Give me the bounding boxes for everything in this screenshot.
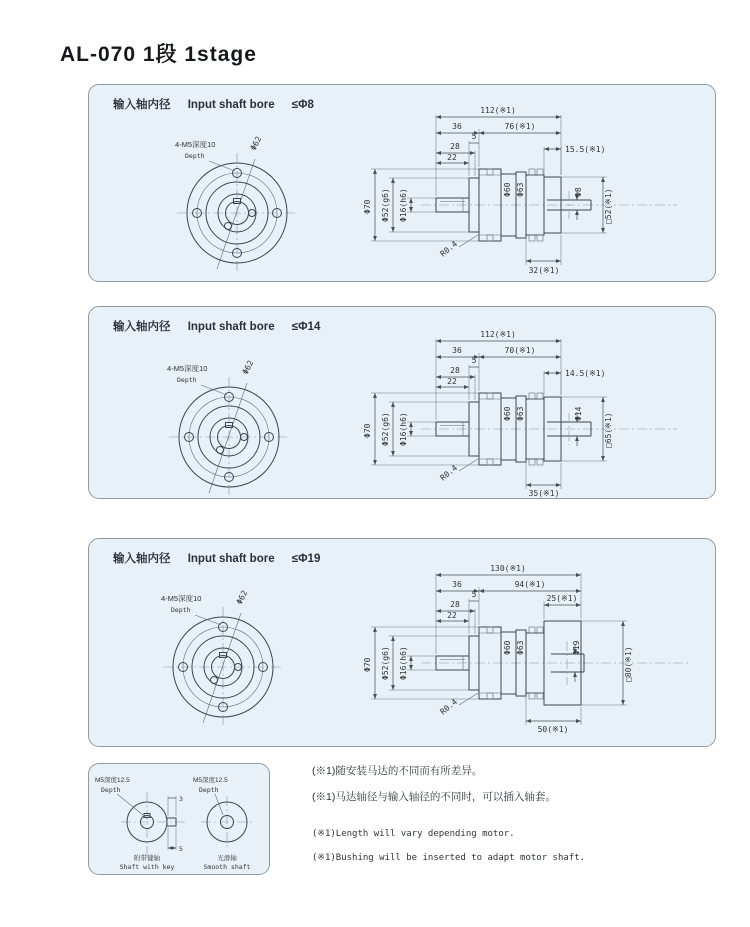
front-view bbox=[167, 359, 289, 497]
dim-28: 28 bbox=[450, 366, 460, 375]
label-bore: Φ19 bbox=[572, 640, 581, 655]
side-view bbox=[363, 106, 677, 275]
shaft-types-drawing bbox=[89, 764, 269, 874]
label-dia63: Φ63 bbox=[516, 182, 525, 197]
label-r: R0.4 bbox=[438, 697, 460, 717]
panel-header bbox=[113, 550, 334, 566]
label-dia70: Φ70 bbox=[363, 199, 372, 214]
front-tap-label: 4-M5深度10 bbox=[175, 140, 216, 149]
header-en: Input shaft bore bbox=[187, 99, 275, 111]
label-r: R0.4 bbox=[438, 239, 460, 259]
dim-22: 22 bbox=[447, 377, 457, 386]
front-pcd-label: Φ62 bbox=[234, 588, 250, 606]
key-dim-b: 5 bbox=[179, 845, 183, 853]
depth-label-left: Depth bbox=[101, 786, 121, 794]
dim-right: 76(※1) bbox=[504, 122, 536, 131]
label-square: □80(※1) bbox=[624, 646, 633, 682]
dim-total: 130(※1) bbox=[490, 564, 526, 573]
dim-22: 22 bbox=[447, 153, 457, 162]
panel-bore-8 bbox=[88, 84, 716, 282]
header-en: Input shaft bore bbox=[187, 321, 275, 333]
label-r: R0.4 bbox=[438, 463, 460, 483]
dim-right: 70(※1) bbox=[504, 346, 536, 355]
label-dia63: Φ63 bbox=[516, 406, 525, 421]
shaft-with-key-view bbox=[95, 775, 187, 871]
front-view bbox=[175, 135, 297, 273]
dim-5: 5 bbox=[471, 356, 477, 365]
header-en: Input shaft bore bbox=[187, 553, 275, 565]
caption-cn-right: 光滑轴 bbox=[217, 855, 237, 862]
dim-adapter: 15.5(※1) bbox=[565, 145, 606, 154]
label-dia16: Φ16(h6) bbox=[399, 646, 408, 680]
front-tap-label: 4-M5深度10 bbox=[167, 364, 208, 373]
panel-bore-14 bbox=[88, 306, 716, 499]
dim-total: 112(※1) bbox=[480, 106, 516, 115]
panel-header bbox=[113, 318, 334, 334]
label-dia60: Φ60 bbox=[503, 640, 512, 655]
side-view bbox=[363, 330, 677, 498]
page-title: AL-070 1段 1stage bbox=[60, 43, 257, 66]
dim-28: 28 bbox=[450, 600, 460, 609]
dim-36: 36 bbox=[452, 346, 462, 355]
dim-total: 112(※1) bbox=[480, 330, 516, 339]
dim-bottom: 32(※1) bbox=[528, 266, 560, 275]
dim-5: 5 bbox=[471, 590, 477, 599]
label-dia70: Φ70 bbox=[363, 423, 372, 438]
smooth-shaft-view bbox=[193, 775, 253, 871]
label-dia63: Φ63 bbox=[516, 640, 525, 655]
label-bore: Φ14 bbox=[574, 406, 583, 421]
label-square: □52(※1) bbox=[604, 188, 613, 224]
label-dia60: Φ60 bbox=[503, 182, 512, 197]
panel-header bbox=[113, 96, 328, 112]
dim-right: 94(※1) bbox=[514, 580, 546, 589]
caption-cn-left: 附带键轴 bbox=[134, 855, 160, 862]
panel-bore-19 bbox=[88, 538, 716, 747]
note-en-1: (※1)Length will vary depending motor. bbox=[312, 829, 515, 839]
label-dia16: Φ16(h6) bbox=[399, 188, 408, 222]
dim-36: 36 bbox=[452, 122, 462, 131]
label-dia52: Φ52(g6) bbox=[381, 646, 390, 680]
label-dia60: Φ60 bbox=[503, 406, 512, 421]
depth-label-right: Depth bbox=[199, 786, 219, 794]
front-pcd-label: Φ62 bbox=[240, 358, 256, 376]
technical-drawing-bore-8 bbox=[89, 85, 715, 281]
header-cn: 输入轴内径 bbox=[113, 553, 171, 565]
front-depth-label: Depth bbox=[177, 376, 197, 384]
dim-adapter: 14.5(※1) bbox=[565, 369, 606, 378]
label-dia52: Φ52(g6) bbox=[381, 188, 390, 222]
dim-5: 5 bbox=[471, 132, 477, 141]
side-view bbox=[363, 564, 689, 734]
note-en-2: (※1)Bushing will be inserted to adapt motor shaft. bbox=[312, 853, 586, 863]
label-dia70: Φ70 bbox=[363, 657, 372, 672]
front-depth-label: Depth bbox=[171, 606, 191, 614]
dim-adapter: 25(※1) bbox=[546, 594, 578, 603]
header-cn: 输入轴内径 bbox=[113, 321, 171, 333]
dim-22: 22 bbox=[447, 611, 457, 620]
caption-en-right: Smooth shaft bbox=[203, 863, 251, 871]
dim-36: 36 bbox=[452, 580, 462, 589]
technical-drawing-bore-19 bbox=[89, 539, 715, 746]
note-cn-2: (※1)马达轴径与输入轴径的不同时，可以插入轴套。 bbox=[312, 791, 556, 803]
caption-en-left: Shaft with key bbox=[119, 863, 175, 871]
dim-28: 28 bbox=[450, 142, 460, 151]
header-limit: ≤Φ8 bbox=[291, 99, 314, 111]
dim-bottom: 50(※1) bbox=[537, 725, 569, 734]
header-limit: ≤Φ19 bbox=[291, 553, 321, 565]
tap-label-right: M5深度12.5 bbox=[193, 777, 228, 784]
key-dim-a: 3 bbox=[179, 795, 183, 803]
header-limit: ≤Φ14 bbox=[291, 321, 321, 333]
label-dia52: Φ52(g6) bbox=[381, 412, 390, 446]
front-pcd-label: Φ62 bbox=[248, 134, 264, 152]
panel-shaft-types bbox=[88, 763, 270, 875]
dim-bottom: 35(※1) bbox=[528, 489, 560, 498]
note-cn-1: (※1)随安装马达的不同而有所差异。 bbox=[312, 765, 483, 777]
label-square: □65(※1) bbox=[604, 412, 613, 448]
header-cn: 输入轴内径 bbox=[113, 99, 171, 111]
front-depth-label: Depth bbox=[185, 152, 205, 160]
label-bore: Φ8 bbox=[574, 187, 583, 197]
front-tap-label: 4-M5深度10 bbox=[161, 594, 202, 603]
tap-label-left: M5深度12.5 bbox=[95, 777, 130, 784]
label-dia16: Φ16(h6) bbox=[399, 412, 408, 446]
front-view bbox=[161, 589, 283, 727]
technical-drawing-bore-14 bbox=[89, 307, 715, 498]
